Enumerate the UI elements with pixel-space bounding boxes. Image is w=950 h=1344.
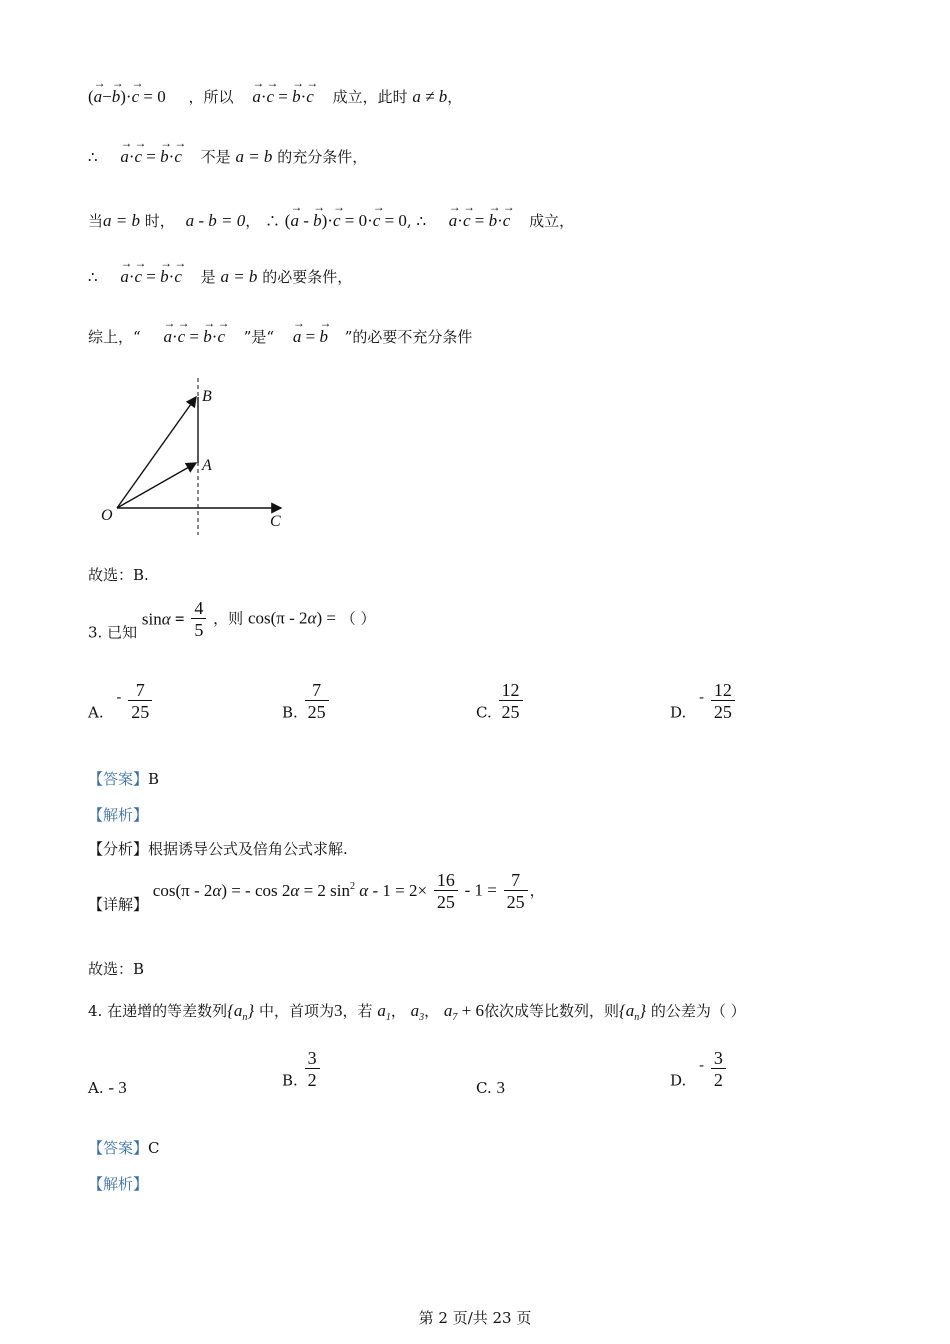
text: 不是 <box>200 148 231 166</box>
q4-stem: 4. 在递增的等差数列$\{a_n\}$ 中，首项为3，若 $a_1$， $a_3$， $a_7 + 6$依次成等比数列，则$\{a_n\}$ 的公差为（ ） <box>88 1001 746 1023</box>
text: 综上，“ <box>88 328 141 346</box>
text: 的充分条件， <box>277 148 368 166</box>
proof-line-5 <box>88 326 472 347</box>
label-a: A <box>202 457 212 474</box>
math-expr: a = b <box>103 211 140 230</box>
text: ，所以 <box>188 88 234 106</box>
q4-answer: 【答案】C <box>88 1139 160 1157</box>
analysis-tag: 【分析】 <box>88 840 149 858</box>
fraction: $\frac{7}{25}$ <box>305 680 329 723</box>
text: 成立，此时 <box>332 88 408 106</box>
math-expr: (→ a−→ b)·→ c = 0 <box>88 87 166 106</box>
q3-suffix: （ ） <box>340 609 376 628</box>
math-expr: $a_7 + 6$ <box>443 1001 484 1023</box>
proof-line-2 <box>88 146 367 167</box>
fraction: $\frac{4}{5}$ <box>191 598 206 641</box>
q3-option-d[interactable]: D. - $\frac{12}{25}$ <box>670 680 737 723</box>
math-expr: a = b <box>220 267 258 286</box>
q3-answer: 【答案】B <box>88 770 160 788</box>
fraction: $\frac{7}{25}$ <box>128 680 152 723</box>
label-o: O <box>101 507 113 524</box>
math-expr: cos(π - 2α) = - cos 2α = 2 $\sin^2 \alpha - 1 = 2\times$ <box>152 880 428 900</box>
math-expr: → a·→ c = → b·→ c <box>120 267 182 286</box>
text: ”的必要不充分条件 <box>344 328 473 346</box>
math-expr: → a·→ c = → b·→ c <box>252 87 314 106</box>
q2-conclusion: 故选：B. <box>88 566 149 584</box>
fraction: $\frac{12}{25}$ <box>499 680 523 723</box>
math-expr: → a·→ c = → b·→ c <box>163 327 225 346</box>
q3-option-a[interactable]: A. - $\frac{7}{25}$ <box>88 680 154 723</box>
page-footer: 第 2 页/共 23 页 <box>418 1309 532 1327</box>
q3-mid: ，则 <box>213 609 244 628</box>
fraction: $\frac{12}{25}$ <box>711 680 735 723</box>
q3-final: 故选：B <box>88 960 145 978</box>
text: 的必要条件， <box>262 268 353 286</box>
proof-line-3: 当a = b 时， a - b = 0， ∴ (→ a - → b)·→ c = 0·→ c = 0, ∴ → a·→ c = → b·→ c 成立， <box>88 210 574 231</box>
answer-tag: 【答案】 <box>88 1139 149 1157</box>
fraction: $\frac{3}{2}$ <box>711 1048 726 1091</box>
math-expr: sinα = <box>141 609 185 629</box>
therefore-symbol: ∴ <box>88 148 98 166</box>
q4-option-a[interactable]: A. - 3 <box>88 1078 127 1097</box>
math-expr: $a_1$ <box>377 1001 391 1023</box>
fraction: $\frac{7}{25}$ <box>504 870 528 913</box>
fraction: $\frac{16}{25}$ <box>434 870 458 913</box>
vector-ob <box>117 397 196 508</box>
math-expr: (→ a - → b)·→ c = 0·→ c = 0 <box>285 211 407 230</box>
proof-line-1: (→ a−→ b)·→ c = 0 ，所以 → a·→ c = → b·→ c 成立，此时 a ≠ b， <box>88 86 462 107</box>
text: ”是“ <box>243 328 275 346</box>
q3-analysis: 【分析】根据诱导公式及倍角公式求解. <box>88 840 348 858</box>
text: 是 <box>200 268 216 286</box>
q3-prefix: 3. 已知 <box>88 623 138 642</box>
fraction: $\frac{3}{2}$ <box>305 1048 320 1091</box>
math-expr: $\{a_n\}$ <box>227 1001 255 1023</box>
math-expr: cos(π - 2α) = <box>247 608 336 628</box>
q3-detail: 【详解】 cos(π - 2α) = - cos 2α = 2 $\sin^2 \alpha - 1 = 2\times$ $\frac{16}{25}$ - 1 = $\frac{7}{25}$ ， <box>88 870 545 914</box>
answer-tag: 【答案】 <box>88 770 149 788</box>
math-expr: → a·→ c = → b·→ c <box>120 147 182 166</box>
detail-tag: 【详解】 <box>88 895 149 914</box>
text: 成立， <box>529 212 575 230</box>
q3-stem <box>88 598 376 643</box>
therefore-symbol: ∴ <box>88 268 98 286</box>
math-expr: $a_3$ <box>410 1001 425 1023</box>
therefore-symbol: ∴ <box>416 212 426 230</box>
text: 时， <box>144 212 175 230</box>
math-expr: a ≠ b <box>412 87 448 106</box>
math-expr: → a·→ c = → b·→ c <box>449 211 511 230</box>
math-expr: a = b <box>235 147 273 166</box>
q4-option-d[interactable]: D. - $\frac{3}{2}$ <box>670 1048 728 1091</box>
q4-explain-tag: 【解析】 <box>88 1175 149 1193</box>
vector-figure <box>95 375 295 540</box>
q4-option-b[interactable]: B. $\frac{3}{2}$ <box>282 1048 322 1091</box>
vector-oa <box>117 463 196 508</box>
q4-prefix: 4. 在递增的等差数列 <box>88 1002 228 1020</box>
label-c: C <box>270 513 281 530</box>
math-expr: → a = → b <box>293 327 328 346</box>
q3-explain-tag: 【解析】 <box>88 806 149 824</box>
proof-line-4 <box>88 266 352 287</box>
math-expr: - 1 = <box>464 880 497 900</box>
therefore-symbol: ∴ <box>265 212 281 230</box>
math-expr: a - b = 0 <box>185 211 246 230</box>
q3-option-c[interactable]: C. $\frac{12}{25}$ <box>476 680 525 723</box>
math-expr: $\{a_n\}$ <box>618 1001 647 1023</box>
text: 当 <box>88 212 104 230</box>
label-b: B <box>202 388 212 405</box>
q4-option-c[interactable]: C. 3 <box>476 1078 505 1097</box>
q3-option-b[interactable]: B. $\frac{7}{25}$ <box>282 680 331 723</box>
